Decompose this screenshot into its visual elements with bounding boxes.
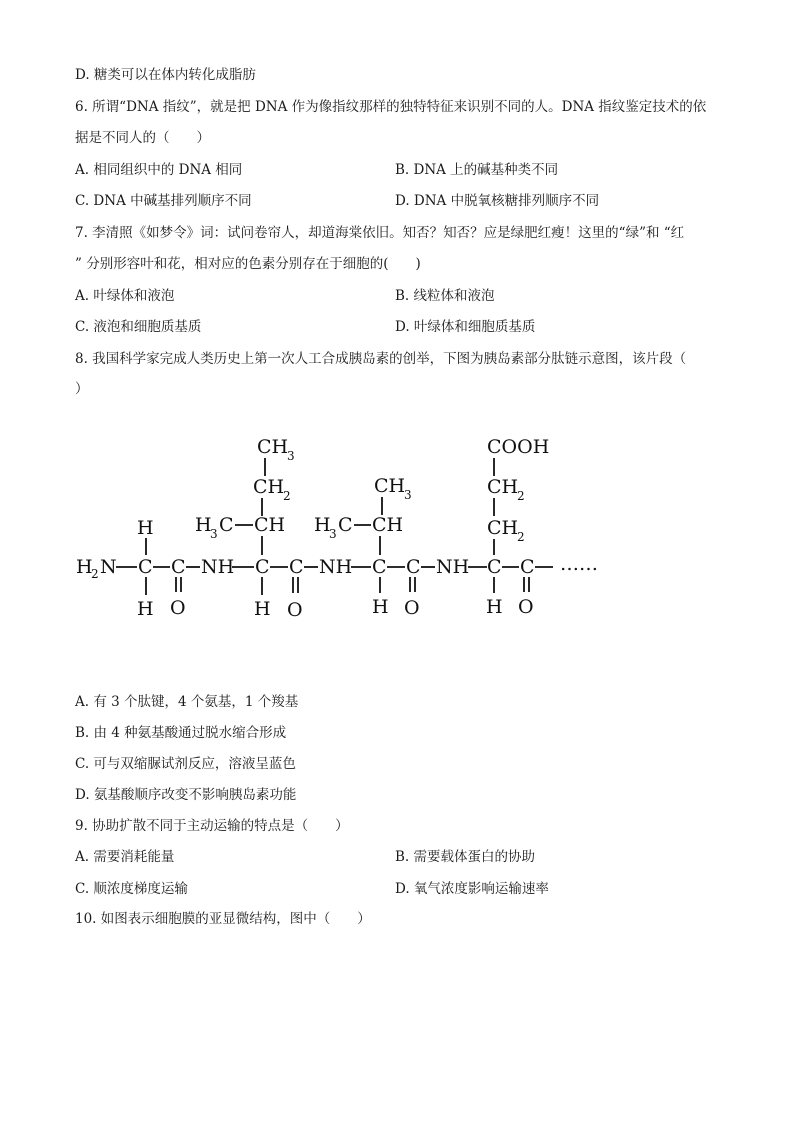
q8-option-a: A. 有 3 个肽键，4 个氨基，1 个羧基	[75, 694, 299, 710]
r1-carbonyl-c: C	[171, 556, 186, 578]
q6-option-d: D. DNA 中脱氧核糖排列顺序不同	[395, 193, 600, 209]
q8-stem-line2: ）	[75, 381, 89, 397]
r4-cooh: COOH	[487, 436, 550, 458]
r3-alpha-c: C	[372, 556, 387, 578]
r2-ch3-ch: CH	[257, 436, 289, 458]
r1-bottom-h: H	[137, 598, 154, 620]
r2-carbonyl-o: O	[287, 599, 303, 621]
r2-branch-h: H	[195, 514, 212, 536]
q8-option-b: B. 由 4 种氨基酸通过脱水缩合形成	[75, 725, 287, 741]
r4-bottom-h: H	[486, 596, 503, 618]
r3-ch3-sub: 3	[404, 488, 412, 502]
q7-option-d: D. 叶绿体和细胞质基质	[395, 319, 536, 335]
r4-carbonyl-o: O	[518, 596, 534, 618]
r2-beta-ch: CH	[254, 514, 286, 536]
nh-2: NH	[319, 556, 353, 578]
r4-carbonyl-c: C	[520, 556, 535, 578]
r3-branch-c: C	[338, 514, 353, 536]
r1-top-h: H	[137, 517, 154, 539]
q8-stem-line1: 8. 我国科学家完成人类历史上第一次人工合成胰岛素的创举，下图为胰岛素部分肽链示意图，该片段（	[75, 351, 687, 367]
residue-4	[486, 436, 598, 618]
q6-option-a: A. 相同组织中的 DNA 相同	[75, 162, 243, 178]
r3-branch-h: H	[314, 514, 331, 536]
amino-n: N	[100, 556, 117, 578]
q9-option-d: D. 氧气浓度影响运输速率	[395, 881, 549, 897]
r3-carbonyl-o: O	[404, 597, 420, 619]
q9-option-b: B. 需要载体蛋白的协助	[395, 849, 536, 865]
q6-stem-line2: 据是不同人的（ ）	[75, 130, 210, 146]
q6-stem-line1: 6. 所谓“DNA 指纹”，就是把 DNA 作为像指纹那样的独特特征来识别不同的人。DNA 指纹鉴定技术的依	[75, 99, 707, 115]
r4-ch2b-ch: CH	[487, 517, 519, 539]
chain-continuation: ……	[560, 553, 598, 575]
q9-stem: 9. 协助扩散不同于主动运输的特点是（ ）	[75, 818, 349, 834]
r2-alpha-c: C	[255, 556, 270, 578]
r4-alpha-c: C	[487, 556, 502, 578]
q7-stem-line2: ” 分别形容叶和花，相对应的色素分别存在于细胞的( )	[75, 256, 421, 272]
r2-carbonyl-c: C	[289, 556, 304, 578]
r2-ch2-ch: CH	[253, 476, 285, 498]
q8-option-c: C. 可与双缩脲试剂反应，溶液呈蓝色	[75, 756, 296, 772]
r2-ch3-sub: 3	[287, 449, 295, 463]
r2-ch2-sub: 2	[283, 489, 291, 503]
q6-option-b: B. DNA 上的碱基种类不同	[395, 162, 559, 178]
q6-option-c: C. DNA 中碱基排列顺序不同	[75, 193, 252, 209]
q5-option-d: D. 糖类可以在体内转化成脂肪	[75, 67, 256, 83]
r2-branch-c: C	[219, 514, 234, 536]
r4-ch2a-ch: CH	[487, 476, 519, 498]
q7-option-b: B. 线粒体和液泡	[395, 288, 495, 304]
amino-sub2: 2	[91, 567, 99, 581]
r3-carbonyl-c: C	[406, 556, 421, 578]
q7-option-a: A. 叶绿体和液泡	[75, 288, 175, 304]
q9-option-a: A. 需要消耗能量	[75, 849, 175, 865]
nh-1: NH	[201, 556, 235, 578]
residue-3	[314, 475, 487, 619]
q7-stem-line1: 7. 李清照《如梦令》词：试问卷帘人，却道海棠依旧。知否？知否？应是绿肥红瘦！这里的“绿”和 “红	[75, 225, 685, 241]
q9-option-c: C. 顺浓度梯度运输	[75, 881, 188, 897]
r3-beta-ch: CH	[372, 514, 404, 536]
r3-bottom-h: H	[372, 596, 389, 618]
amino-h: H	[76, 556, 93, 578]
q8-option-d: D. 氨基酸顺序改变不影响胰岛素功能	[75, 787, 297, 803]
nh-3: NH	[436, 556, 470, 578]
q10-stem: 10. 如图表示细胞膜的亚显微结构，图中（ ）	[75, 911, 371, 927]
q7-option-c: C. 液泡和细胞质基质	[75, 319, 202, 335]
r4-ch2b-sub: 2	[517, 530, 525, 544]
r2-branch-sub: 3	[210, 527, 218, 541]
peptide-structure-diagram	[0, 420, 794, 635]
r3-ch3-ch: CH	[374, 475, 406, 497]
r2-bottom-h: H	[254, 598, 271, 620]
r1-carbonyl-o: O	[170, 597, 186, 619]
r4-ch2a-sub: 2	[517, 489, 525, 503]
r3-branch-sub: 3	[329, 527, 337, 541]
r1-alpha-c: C	[138, 556, 153, 578]
